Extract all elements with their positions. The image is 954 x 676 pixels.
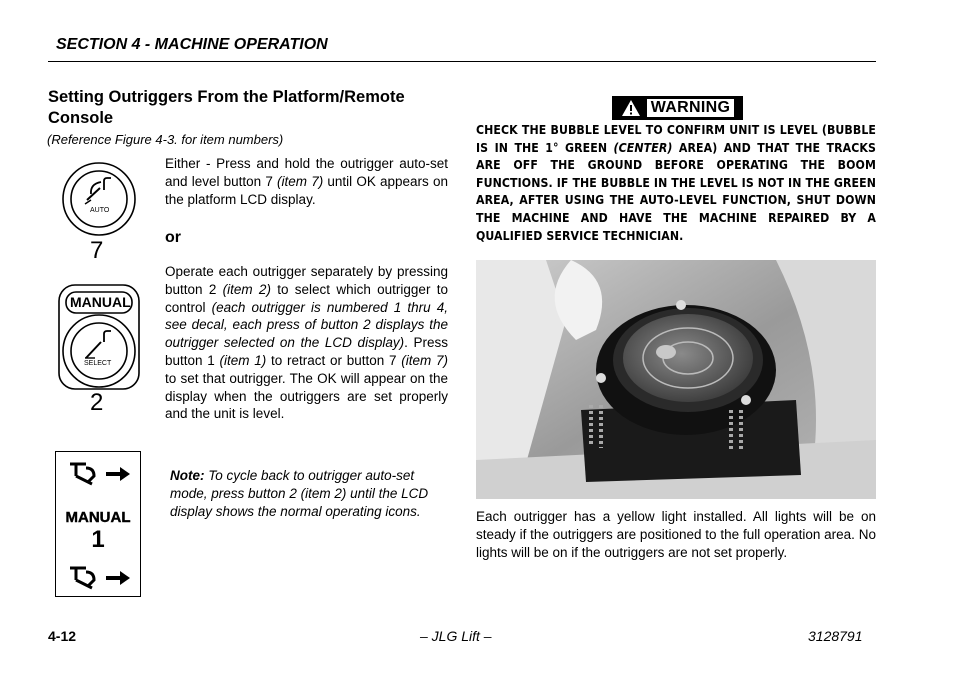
manual-panel-number: 1	[91, 526, 105, 553]
warning-text-c: AREA) AND THAT THE TRACKS ARE OFF THE GROUND BEFORE OPERATING THE BOOM FUNCTIONS. IF THE BUBBLE IN THE LEVEL IS NOT IN THE GREEN AREA, AFTER USING THE AUTO-LEVEL FUNCTION, SHUT DOWN THE MACHINE AND HAVE THE MACHINE REPAIRED BY A QUALIFIED SERVICE TECHNICIAN.	[476, 140, 876, 243]
paragraph-auto-set	[165, 155, 448, 208]
select-button-figure	[58, 284, 140, 419]
note-body: To cycle back to outrigger auto-set mode, press button 2 (item 2) until the LCD display shows the normal operating icons.	[170, 468, 429, 519]
paragraph2-item-ref-h: (item 7)	[401, 352, 448, 368]
header-rule	[48, 61, 876, 62]
warning-text-center: (CENTER)	[613, 140, 673, 155]
outrigger-retract-icon	[64, 456, 134, 490]
paragraph2-text-d: (each outrigger is numbered 1 thru 4, see decal, each press of button 2 displays the outrigger selected on the LCD display)	[165, 299, 449, 351]
paragraph2-text-c: to select which outrigger to control	[165, 281, 448, 315]
paragraph2-text-g: to retract or button 7	[266, 352, 402, 368]
photo-caption: Each outrigger has a yellow light installed. All lights will be on steady if the outriggers are positioned to the full operation area. No lights will be on if the outriggers are not set properly.	[476, 509, 876, 560]
warning-label: WARNING	[647, 99, 734, 117]
paragraph2-text-a: Operate each outrigger separately by pressing button 2	[165, 264, 448, 297]
bubble-level-image	[476, 260, 876, 499]
page-heading: Setting Outriggers From the Platform/Remote Console	[48, 88, 405, 127]
or-label: or	[165, 229, 181, 246]
note-text	[170, 467, 450, 520]
warning-triangle-icon	[621, 99, 641, 117]
bubble-level-photo	[476, 260, 876, 499]
select-button-label: SELECT	[84, 360, 112, 367]
paragraph2-item-ref-f: (item 1)	[219, 352, 267, 368]
manual-panel-label: MANUAL	[65, 509, 131, 526]
section-title: SECTION 4 - MACHINE OPERATION	[56, 36, 328, 53]
select-button-number: 2	[90, 389, 104, 416]
auto-button-figure	[60, 160, 138, 270]
warning-badge	[612, 96, 743, 120]
manual-button-panel	[55, 451, 141, 597]
reference-note: (Reference Figure 4-3. for item numbers)	[47, 132, 284, 147]
note-label: Note:	[170, 468, 205, 483]
paragraph2-item-ref-b: (item 2)	[222, 281, 271, 297]
warning-text	[476, 122, 876, 245]
paragraph1-text-a: Either - Press and hold the outrigger auto-set and level button 7	[165, 156, 448, 189]
select-button-manual-label: MANUAL	[70, 294, 131, 310]
page-number: 4-12	[48, 628, 77, 644]
paragraph1-text-c: until OK appears on the platform LCD display.	[165, 173, 448, 207]
paragraph2-text-i: to set that outrigger. The OK will appear on the display when the outriggers are set properly and the unit is level.	[165, 370, 448, 422]
outrigger-extend-icon	[64, 560, 134, 594]
auto-button-number: 7	[90, 237, 104, 264]
paragraph-manual-operation	[165, 263, 448, 423]
paragraph2-text-e: . Press button 1	[165, 335, 448, 368]
document-number: 3128791	[808, 628, 863, 644]
auto-level-button-icon	[60, 160, 138, 238]
warning-text-a: CHECK THE BUBBLE LEVEL TO CONFIRM UNIT IS LEVEL (BUBBLE IS IN THE 1° GREEN	[476, 123, 876, 155]
paragraph1-item-ref: (item 7)	[277, 173, 324, 189]
footer-brand: – JLG Lift –	[420, 628, 492, 644]
auto-button-label: AUTO	[90, 207, 110, 214]
